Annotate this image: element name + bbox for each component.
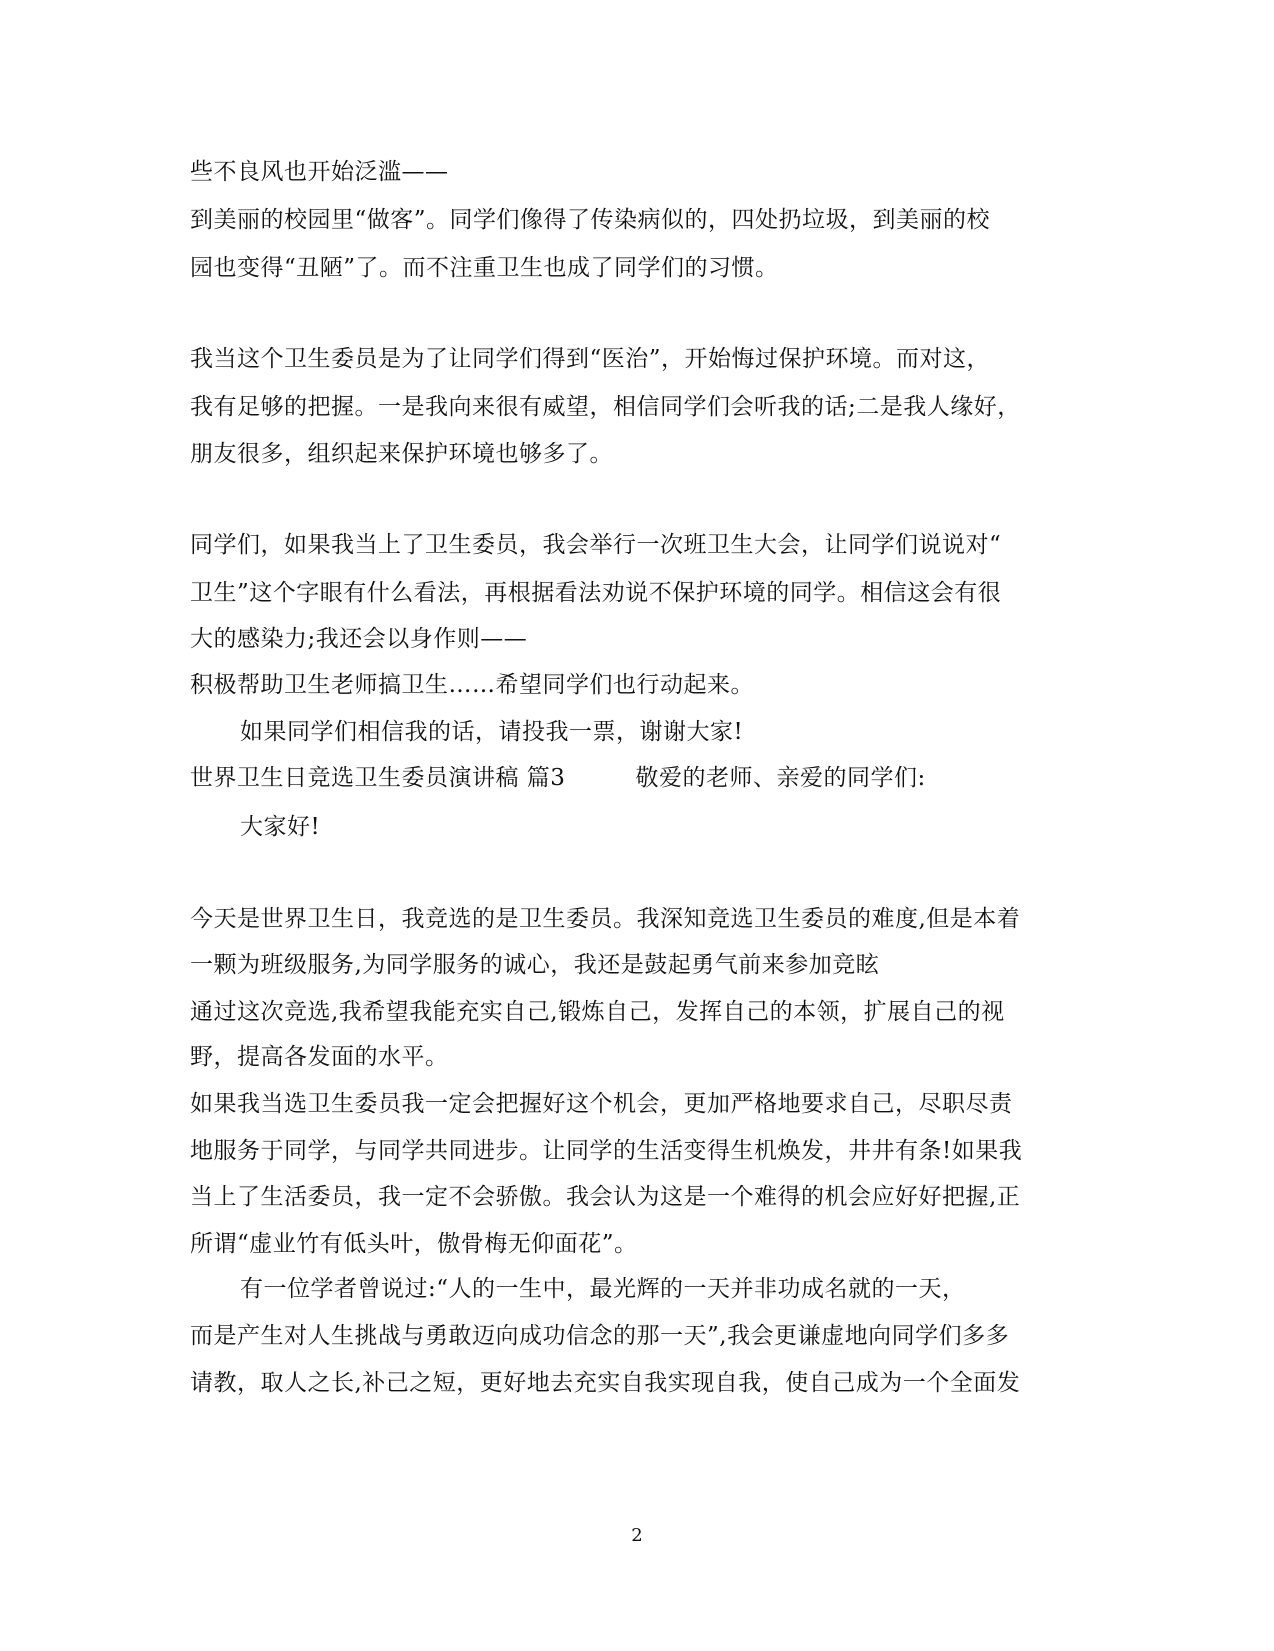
page-number: 2 xyxy=(631,1525,643,1546)
greeting: 大家好! xyxy=(240,814,321,840)
text-line: 一颗为班级服务,为同学服务的诚心，我还是鼓起勇气前来参加竞眩 xyxy=(190,952,880,978)
text-line: 我当这个卫生委员是为了让同学们得到“医治”，开始悔过保护环境。而对这， xyxy=(190,346,991,372)
salutation: 敬爱的老师、亲爱的同学们: xyxy=(635,765,926,791)
text-line: 些不良风也开始泛滥—— xyxy=(190,159,449,185)
text-line: 通过这次竞选,我希望我能充实自己,锻炼自己，发挥自己的本领，扩展自己的视 xyxy=(190,999,1005,1025)
text-line: 同学们，如果我当上了卫生委员，我会举行一次班卫生大会，让同学们说说对“ xyxy=(190,532,1002,558)
text-line: 有一位学者曾说过:“人的一生中，最光辉的一天并非功成名就的一天， xyxy=(240,1276,966,1302)
text-line: 卫生”这个字眼有什么看法，再根据看法劝说不保护环境的同学。相信这会有很 xyxy=(190,580,1002,606)
text-line: 如果我当选卫生委员我一定会把握好这个机会，更加严格地要求自己，尽职尽责 xyxy=(190,1091,1013,1117)
text-line: 地服务于同学，与同学共同进步。让同学的生活变得生机焕发，井井有条!如果我 xyxy=(190,1138,1023,1164)
text-line: 当上了生活委员，我一定不会骄傲。我会认为这是一个难得的机会应好好把握,正 xyxy=(190,1184,1021,1210)
text-line: 大的感染力;我还会以身作则—— xyxy=(190,626,528,652)
text-line: 积极帮助卫生老师搞卫生……希望同学们也行动起来。 xyxy=(190,672,754,698)
text-line: 所谓“虚业竹有低头叶，傲骨梅无仰面花”。 xyxy=(190,1231,638,1257)
section-title: 世界卫生日竞选卫生委员演讲稿 篇3 xyxy=(190,765,566,791)
text-line: 园也变得“丑陋”了。而不注重卫生也成了同学们的习惯。 xyxy=(190,255,779,281)
text-line: 到美丽的校园里“做客”。同学们像得了传染病似的，四处扔垃圾，到美丽的校 xyxy=(190,207,991,233)
text-line: 如果同学们相信我的话，请投我一票，谢谢大家! xyxy=(240,719,744,745)
text-line: 今天是世界卫生日，我竞选的是卫生委员。我深知竞选卫生委员的难度,但是本着 xyxy=(190,906,1021,932)
text-line: 朋友很多，组织起来保护环境也够多了。 xyxy=(190,441,613,467)
text-line: 野，提高各发面的水平。 xyxy=(190,1044,449,1070)
text-line: 而是产生对人生挑战与勇敢迈向成功信念的那一天”,我会更谦虚地向同学们多多 xyxy=(190,1323,1010,1349)
text-line: 请教，取人之长,补己之短，更好地去充实自我实现自我，使自己成为一个全面发 xyxy=(190,1370,1021,1396)
section-heading-line xyxy=(190,763,926,793)
text-line: 我有足够的把握。一是我向来很有威望，相信同学们会听我的话;二是我人缘好， xyxy=(190,394,1021,420)
